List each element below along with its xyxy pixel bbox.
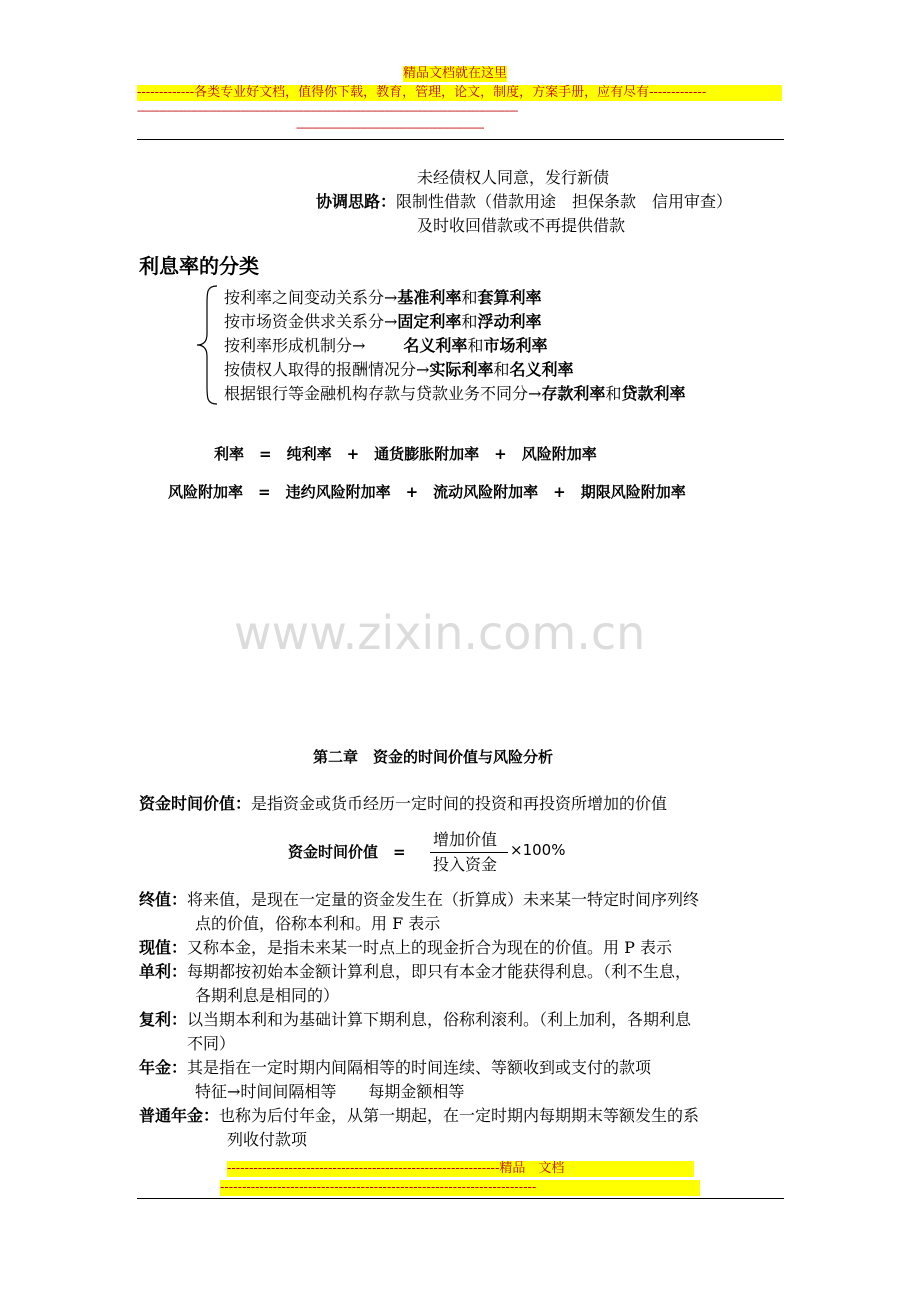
coordination-line bbox=[316, 191, 732, 213]
classification-item bbox=[224, 311, 541, 333]
header-subtitle: -------------各类专业好文档，值得你下载，教育，管理，论文，制度，方案手册，应有尽有------------- bbox=[137, 85, 782, 101]
classification-term: 基准利率 bbox=[397, 288, 462, 307]
pv-definition bbox=[139, 937, 672, 959]
compound-interest-cont: 不同） bbox=[187, 1034, 236, 1053]
classification-item bbox=[224, 287, 541, 309]
footer-dash: ------------------------------------------------------------------------ bbox=[220, 1180, 700, 1196]
pv-text: 又称本金，是指未来某一时点上的现金折合为现在的价值。用 P 表示 bbox=[187, 938, 672, 957]
classification-term: 贷款利率 bbox=[621, 384, 686, 403]
classification-prefix: 按债权人取得的报酬情况分→ bbox=[224, 360, 430, 379]
classification-item bbox=[224, 383, 685, 405]
intro-line-1: 未经债权人同意，发行新债 bbox=[417, 168, 610, 187]
footer-text: --------------------------------------------------------------精品 文档 bbox=[227, 1161, 694, 1177]
pv-label: 现值： bbox=[139, 938, 188, 957]
header-title: 精品文档就在这里 bbox=[403, 66, 508, 81]
fv-text: 将来值，是现在一定量的资金发生在（折算成）未来某一特定时间序列终 bbox=[187, 890, 700, 909]
classification-term: 浮动利率 bbox=[477, 312, 542, 331]
ordinary-annuity-definition bbox=[139, 1105, 699, 1127]
tvm-text: 是指资金或货币经历一定时间的投资和再投资所增加的价值 bbox=[251, 794, 668, 813]
annuity-features: 特征→时间间隔相等 每期金额相等 bbox=[195, 1082, 465, 1101]
classification-prefix: 按市场资金供求关系分→ bbox=[224, 312, 398, 331]
intro-line-3: 及时收回借款或不再提供借款 bbox=[417, 216, 626, 235]
classification-and: 和 bbox=[467, 336, 484, 355]
classification-heading: 利息率的分类 bbox=[139, 254, 259, 278]
simple-interest-label: 单利： bbox=[139, 962, 188, 981]
classification-prefix: 按利率之间变动关系分→ bbox=[224, 288, 398, 307]
tvm-formula-label: 资金时间价值 = bbox=[288, 843, 406, 861]
classification-prefix: 按利率形成机制分→ bbox=[224, 336, 366, 355]
classification-term: 名义利率 bbox=[403, 336, 468, 355]
tvm-denominator: 投入资金 bbox=[433, 855, 498, 874]
classification-and: 和 bbox=[461, 288, 478, 307]
classification-term: 实际利率 bbox=[429, 360, 494, 379]
annuity-definition bbox=[139, 1057, 651, 1079]
watermark: www.zixin.com.cn bbox=[234, 606, 646, 660]
tvm-numerator: 增加价值 bbox=[433, 830, 498, 849]
classification-item bbox=[224, 335, 547, 357]
fv-label: 终值： bbox=[139, 890, 188, 909]
classification-term: 存款利率 bbox=[541, 384, 606, 403]
classification-term: 市场利率 bbox=[483, 336, 548, 355]
coordination-label: 协调思路： bbox=[316, 192, 397, 211]
tvm-multiplier: ×100% bbox=[510, 841, 566, 859]
footer-rule bbox=[137, 1198, 784, 1199]
classification-and: 和 bbox=[461, 312, 478, 331]
compound-interest-definition bbox=[139, 1009, 691, 1031]
fraction-bar bbox=[430, 852, 508, 853]
ordinary-annuity-text: 也称为后付年金，从第一期起，在一定时期内每期期末等额发生的系 bbox=[219, 1106, 700, 1125]
header-dash-line-2: --------------------------------------------------------------------- bbox=[296, 121, 484, 134]
compound-interest-label: 复利： bbox=[139, 1010, 188, 1029]
classification-item bbox=[224, 359, 573, 381]
ordinary-annuity-label: 普通年金： bbox=[139, 1106, 220, 1125]
annuity-text: 其是指在一定时期内间隔相等的时间连续、等额收到或支付的款项 bbox=[187, 1058, 652, 1077]
tvm-label: 资金时间价值： bbox=[139, 794, 252, 813]
simple-interest-text: 每期都按初始本金额计算利息，即只有本金才能获得利息。（利不生息， bbox=[187, 962, 692, 981]
fv-definition-cont: 点的价值，俗称本利和。用 F 表示 bbox=[195, 914, 441, 933]
fv-definition bbox=[139, 889, 699, 911]
classification-prefix: 根据银行等金融机构存款与贷款业务不同分→ bbox=[224, 384, 542, 403]
header-rule bbox=[137, 139, 784, 140]
tvm-definition bbox=[139, 793, 667, 815]
classification-and: 和 bbox=[605, 384, 622, 403]
interest-rate-formula: 利率 = 纯利率 + 通货膨胀附加率 + 风险附加率 bbox=[214, 445, 597, 463]
left-brace bbox=[193, 284, 223, 406]
classification-and: 和 bbox=[493, 360, 510, 379]
ordinary-annuity-cont: 列收付款项 bbox=[227, 1130, 308, 1149]
risk-premium-formula: 风险附加率 = 违约风险附加率 + 流动风险附加率 + 期限风险附加率 bbox=[168, 483, 686, 501]
classification-term: 名义利率 bbox=[509, 360, 574, 379]
chapter-title: 第二章 资金的时间价值与风险分析 bbox=[313, 748, 554, 766]
annuity-label: 年金： bbox=[139, 1058, 188, 1077]
coordination-text: 限制性借款（借款用途 担保条款 信用审查） bbox=[396, 192, 733, 211]
simple-interest-cont: 各期利息是相同的） bbox=[195, 986, 340, 1005]
simple-interest-definition bbox=[139, 961, 691, 983]
header-dash-line-1: -------------------------------------------------------------------------------------------------------------------------------------------- bbox=[137, 104, 518, 117]
classification-term: 固定利率 bbox=[397, 312, 462, 331]
compound-interest-text: 以当期本利和为基础计算下期利息，俗称利滚利。（利上加利，各期利息 bbox=[187, 1010, 692, 1029]
classification-term: 套算利率 bbox=[477, 288, 542, 307]
